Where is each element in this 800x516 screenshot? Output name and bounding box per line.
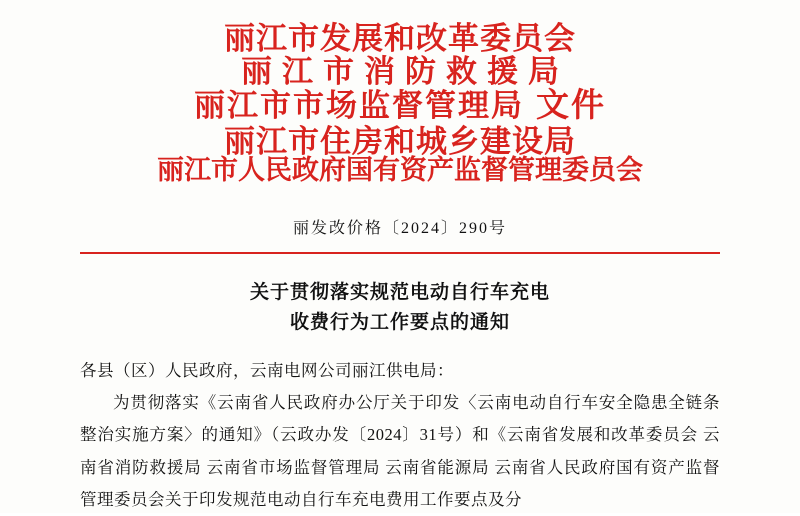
masthead-org-line-2: 丽江市消防救援局 (241, 54, 569, 90)
document-title (80, 278, 720, 337)
masthead-org-line-1: 丽江市发展和改革委员会 (224, 21, 576, 56)
document-number: 丽发改价格〔2024〕290号 (292, 220, 507, 238)
body-paragraph-salutation: 各县（区）人民政府，云南电网公司丽江供电局： (80, 361, 454, 381)
masthead-org-line-4: 丽江市住房和城乡建设局 (224, 123, 576, 159)
document-title-line-1: 关于贯彻落实规范电动自行车充电 (249, 282, 550, 304)
masthead-org-line-3-text: 丽江市市场监督管理局 (194, 87, 524, 123)
body-paragraph-1: 为贯彻落实《云南省人民政府办公厅关于印发〈云南电动自行车安全隐患全链条整治实施方案〉的通知》（云政办发〔2024〕31号）和《云南省发展和改革委员会 云南省消防救援局 云南省市场监督管理局 云南省能源局 云南省人民政府国有资产监督管理委员会关于印发规范电动自行车充电费用工作要点及分 (80, 393, 720, 509)
document-body (80, 355, 720, 516)
masthead-org-line-5: 丽江市人民政府国有资产监督管理委员会 (157, 155, 643, 186)
document-masthead (80, 0, 720, 185)
document-title-line-2: 收费行为工作要点的通知 (289, 311, 510, 333)
masthead-org-line-3 (80, 89, 720, 125)
red-separator-rule (80, 252, 720, 254)
masthead-file-word: 文件 (536, 87, 606, 124)
